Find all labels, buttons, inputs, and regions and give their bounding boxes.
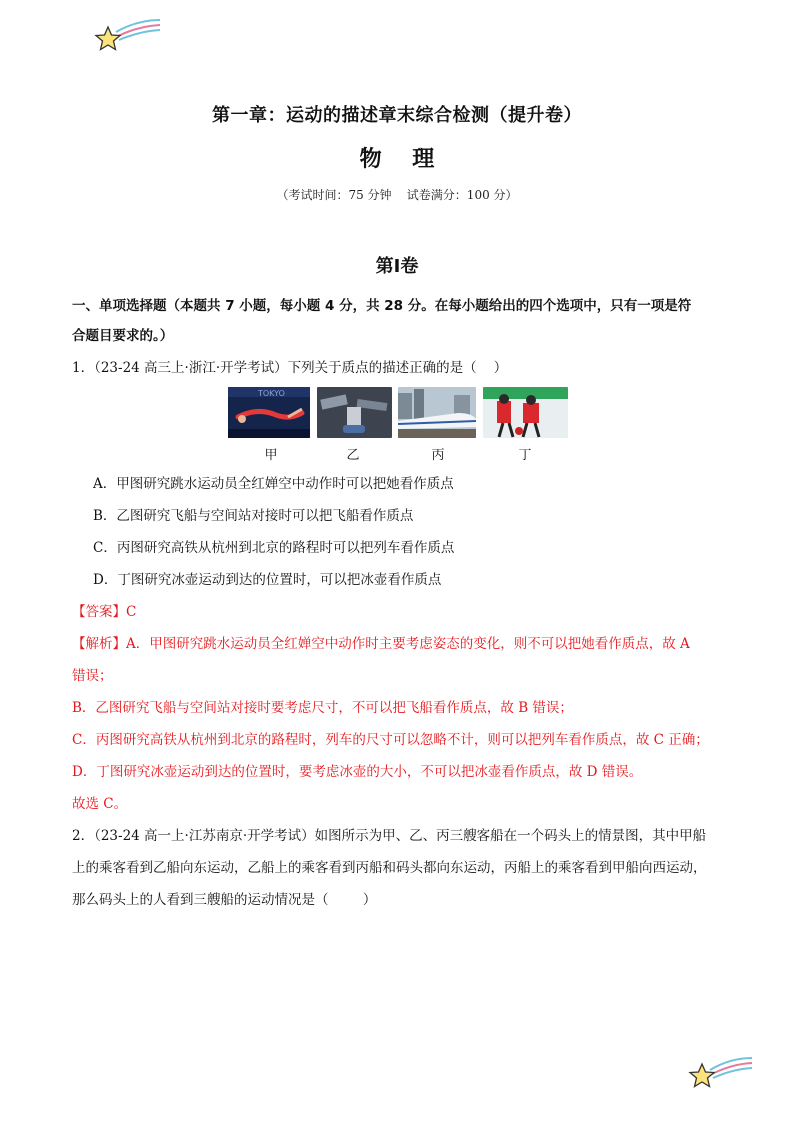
option-a: A．甲图研究跳水运动员全红婵空中动作时可以把她看作质点	[93, 476, 454, 492]
subject-title: 物 理	[359, 147, 435, 172]
shooting-star-icon-bottom	[684, 1050, 756, 1095]
image-jia-diver	[228, 387, 310, 438]
exam-info: （考试时间：75 分钟 试卷满分：100 分）	[276, 188, 518, 202]
analysis-line-2: 错误；	[72, 668, 113, 684]
shooting-star-icon-top	[92, 16, 164, 58]
section-title: 第Ⅰ卷	[375, 256, 419, 277]
svg-text:TOKYO: TOKYO	[258, 389, 285, 398]
caption-jia: 甲	[264, 448, 278, 463]
caption-bing: 丙	[431, 448, 445, 463]
option-b: B．乙图研究飞船与空间站对接时可以把飞船看作质点	[93, 508, 414, 524]
question-2-line-2: 上的乘客看到乙船向东运动，乙船上的乘客看到丙船和码头都向东运动，丙船上的乘客看到甲船向西运动，	[72, 860, 707, 876]
caption-ding: 丁	[518, 448, 532, 463]
image-bing-train	[398, 387, 476, 438]
question-2-line-1: 2．（23-24 高一上·江苏南京·开学考试）如图所示为甲、乙、丙三艘客船在一个码头上的情景图，其中甲船	[72, 828, 707, 844]
analysis-line-4: C．丙图研究高铁从杭州到北京的路程时，列车的尺寸可以忽略不计，则可以把列车看作质点，故 C 正确；	[72, 732, 709, 748]
answer: 【答案】C	[72, 604, 137, 620]
part-heading-line2: 合题目要求的。）	[72, 328, 174, 344]
part-heading-line1: 一、单项选择题（本题共 7 小题，每小题 4 分，共 28 分。在每小题给出的四个选项中，只有一项是符	[72, 298, 692, 314]
analysis-line-3: B．乙图研究飞船与空间站对接时要考虑尺寸，不可以把飞船看作质点，故 B 错误；	[72, 700, 573, 716]
question-1-stem: 1．（23-24 高三上·浙江·开学考试）下列关于质点的描述正确的是（ ）	[72, 360, 508, 376]
analysis-conclusion: 故选 C。	[72, 796, 128, 812]
question-2-line-3: 那么码头上的人看到三艘船的运动情况是（ ）	[72, 892, 377, 908]
option-d: D．丁图研究冰壶运动到达的位置时，可以把冰壶看作质点	[93, 572, 442, 588]
analysis-line-5: D．丁图研究冰壶运动到达的位置时，要考虑冰壶的大小，不可以把冰壶看作质点，故 D 错误。	[72, 764, 643, 780]
caption-yi: 乙	[346, 448, 360, 463]
page-title: 第一章：运动的描述章末综合检测（提升卷）	[212, 105, 582, 126]
image-ding-curling	[483, 387, 568, 438]
image-yi-spacecraft	[317, 387, 392, 438]
analysis-line-1: 【解析】A．甲图研究跳水运动员全红婵空中动作时主要考虑姿态的变化，则不可以把她看作质点，故 A	[72, 636, 690, 652]
option-c: C．丙图研究高铁从杭州到北京的路程时可以把列车看作质点	[93, 540, 455, 556]
